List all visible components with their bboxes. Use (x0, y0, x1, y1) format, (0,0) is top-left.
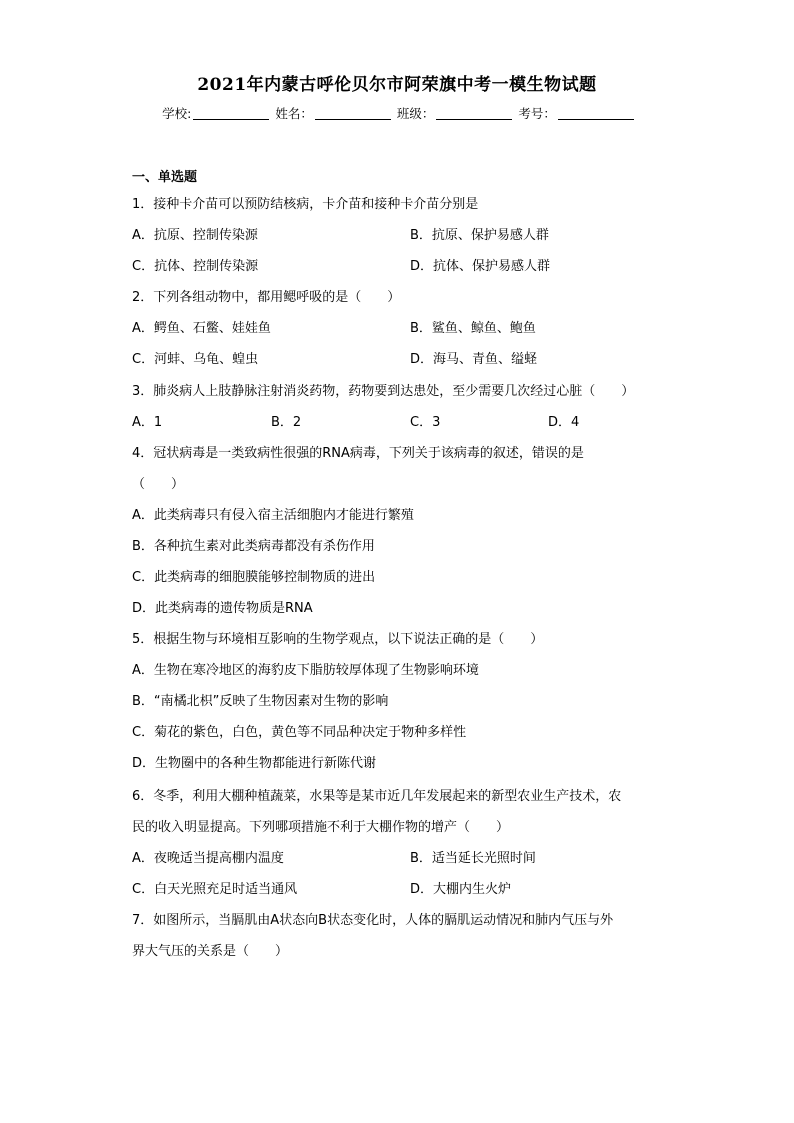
question-5-option-a: A．生物在寒冷地区的海豹皮下脂肪较厚体现了生物影响环境 (132, 663, 479, 678)
question-6-option-c: C．白天光照充足时适当通风 (132, 882, 298, 897)
question-2-option-a: A．鳄鱼、石鳖、娃娃鱼 (132, 321, 271, 336)
question-5-option-d: D．生物圈中的各种生物都能进行新陈代谢 (132, 756, 377, 771)
question-2-option-d: D．海马、青鱼、缢蛏 (410, 352, 538, 367)
exam-number-label: 考号： (518, 106, 556, 121)
exam-number-blank (558, 107, 634, 120)
question-6-option-d: D．大棚内生火炉 (410, 882, 512, 897)
question-5-stem: 5．根据生物与环境相互影响的生物学观点，以下说法正确的是（ ） (132, 632, 544, 647)
question-1-option-b: B．抗原、保护易感人群 (410, 228, 549, 243)
question-1-stem: 1．接种卡介苗可以预防结核病，卡介苗和接种卡介苗分别是 (132, 197, 479, 212)
question-3-option-d: D．4 (548, 415, 580, 430)
page-title: 2021年内蒙古呼伦贝尔市阿荣旗中考一模生物试题 (197, 75, 597, 95)
question-3-stem: 3．肺炎病人上肢静脉注射消炎药物，药物要到达患处，至少需要几次经过心脏（ ） (132, 384, 635, 399)
question-5-option-b: B．“南橘北枳”反映了生物因素对生物的影响 (132, 694, 389, 709)
name-label: 姓名： (275, 106, 313, 121)
student-info-line (0, 104, 794, 122)
question-6-option-b: B．适当延长光照时间 (410, 851, 536, 866)
question-4-option-a: A．此类病毒只有侵入宿主活细胞内才能进行繁殖 (132, 508, 414, 523)
question-4-option-b: B．各种抗生素对此类病毒都没有杀伤作用 (132, 539, 375, 554)
question-6-stem-continued: 民的收入明显提高。下列哪项措施不利于大棚作物的增产（ ） (132, 820, 510, 835)
question-3-option-c: C．3 (410, 415, 441, 430)
question-7-stem-continued: 界大气压的关系是（ ） (132, 944, 289, 959)
question-1-option-c: C．抗体、控制传染源 (132, 259, 259, 274)
school-blank (193, 107, 269, 120)
class-blank (436, 107, 512, 120)
question-4-option-d: D．此类病毒的遗传物质是RNA (132, 601, 313, 616)
name-blank (315, 107, 391, 120)
question-2-option-b: B．鲨鱼、鲸鱼、鲍鱼 (410, 321, 536, 336)
question-2-option-c: C．河蚌、乌龟、蝗虫 (132, 352, 259, 367)
question-1-option-d: D．抗体、保护易感人群 (410, 259, 551, 274)
question-1-option-a: A．抗原、控制传染源 (132, 228, 258, 243)
question-2-stem: 2．下列各组动物中，都用鳃呼吸的是（ ） (132, 290, 401, 305)
question-6-option-a: A．夜晚适当提高棚内温度 (132, 851, 284, 866)
question-6-stem: 6．冬季，利用大棚种植蔬菜，水果等是某市近几年发展起来的新型农业生产技术，农 (132, 789, 622, 804)
question-5-option-c: C．菊花的紫色，白色，黄色等不同品种决定于物种多样性 (132, 725, 467, 740)
question-7-stem: 7．如图所示，当膈肌由A状态向B状态变化时，人体的膈肌运动情况和肺内气压与外 (132, 913, 614, 928)
question-4-option-c: C．此类病毒的细胞膜能够控制物质的进出 (132, 570, 376, 585)
section-title: 一、单选题 (132, 170, 198, 185)
class-label: 班级： (396, 106, 435, 121)
school-label: 学校: (162, 106, 192, 121)
question-3-option-b: B．2 (271, 415, 302, 430)
question-4-stem-continued: （ ） (132, 477, 185, 492)
question-4-stem: 4．冠状病毒是一类致病性很强的RNA病毒，下列关于该病毒的叙述，错误的是 (132, 446, 584, 461)
question-3-option-a: A．1 (132, 415, 163, 430)
